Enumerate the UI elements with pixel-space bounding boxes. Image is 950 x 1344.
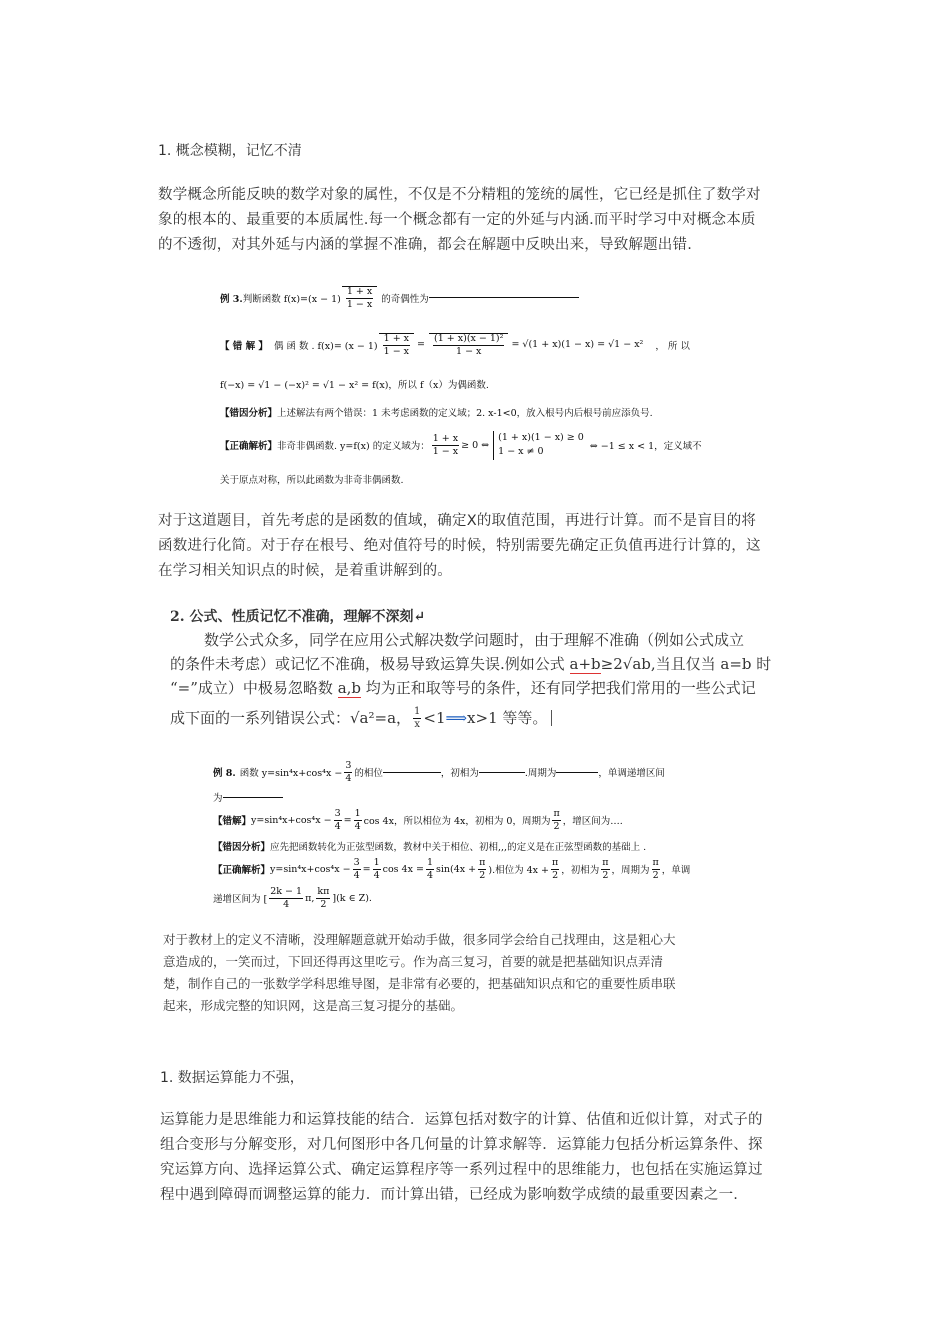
wrong-tail: ， 所 以 bbox=[655, 340, 690, 352]
example-text: 为 bbox=[213, 793, 223, 804]
paragraph-line: 函数进行化简。对于存在根号、绝对值符号的时候，特别需要先确定正负值再进行计算的，这 bbox=[158, 538, 761, 554]
frac-numerator: 1 bbox=[373, 857, 380, 868]
frac-denominator: 4 bbox=[426, 869, 433, 881]
example-text: .周期为 bbox=[524, 768, 557, 779]
frac-denominator: 4 bbox=[354, 820, 361, 832]
case-brace bbox=[493, 431, 584, 460]
frac-numerator: π bbox=[652, 857, 659, 868]
text-cursor bbox=[551, 710, 552, 726]
correct-text: cos 4x = bbox=[382, 863, 424, 875]
sqrt-expression bbox=[379, 333, 414, 356]
section1b-paragraph bbox=[158, 509, 808, 584]
frac-numerator: π bbox=[552, 857, 559, 868]
correct-ge: ≥ 0 ⇔ bbox=[461, 439, 490, 451]
paragraph-line: 运算能力是思维能力和运算技能的结合．运算包括对数字的计算、估值和近似计算，对式子的 bbox=[160, 1112, 763, 1128]
text-run: ](k ∈ Z). bbox=[332, 892, 372, 904]
text-run: ≥2√ab,当且仅当 a=b 时 bbox=[600, 655, 772, 673]
frac-denominator: 4 bbox=[353, 869, 360, 881]
section1-paragraph bbox=[158, 183, 808, 258]
frac-denominator: 2 bbox=[553, 820, 560, 832]
section2-line: 数学公式众多，同学在应用公式解决数学问题时，由于理解不准确（例如公式成立 bbox=[204, 631, 745, 649]
text-run: 递增区间为 [ bbox=[213, 894, 268, 905]
wrong-end: ，增区间为…. bbox=[562, 816, 623, 827]
section2-heading: 2. 公式、性质记忆不准确，理解不深刻↵ bbox=[170, 609, 426, 625]
frac-numerator: 1 bbox=[414, 705, 421, 717]
example3-wrong bbox=[220, 333, 690, 356]
frac-denominator: 2 bbox=[652, 869, 659, 881]
frac-numerator: (1 + x)(x − 1)² bbox=[434, 333, 504, 344]
example-text: 函数 y=sin⁴x+cos⁴x − bbox=[239, 768, 343, 779]
wrong-tail: cos 4x，所以相位为 4x，初相为 0，周期为 bbox=[363, 816, 551, 827]
section2-line bbox=[170, 706, 810, 730]
example8-wrong bbox=[213, 809, 623, 831]
answer-blank bbox=[383, 772, 441, 773]
example-label: 例 8. bbox=[213, 768, 236, 779]
correct-text: 非奇非偶函数. y=f(x) 的定义域为： bbox=[277, 441, 430, 453]
text-run: 均为正和取等号的条件，还有同学把我们常用的一些公式记 bbox=[361, 679, 756, 697]
example8-correct bbox=[213, 858, 690, 880]
example3-correct-line2: 关于原点对称，所以此函数为非奇非偶函数. bbox=[220, 475, 404, 486]
frac-numerator: 1 + x bbox=[383, 333, 410, 344]
section3-heading: 1. 数据运算能力不强， bbox=[160, 1070, 304, 1086]
text-run: a,b bbox=[337, 679, 362, 697]
example3-line2: f(−x) = √1 − (−x)² = √1 − x² = f(x)，所以 f（x）为偶函数. bbox=[220, 380, 489, 391]
correct-text: ).相位为 4x + bbox=[488, 865, 550, 876]
frac-denominator: 1 − x bbox=[456, 345, 482, 357]
frac-numerator: kπ bbox=[317, 886, 330, 897]
section2-block bbox=[170, 606, 810, 730]
example-label: 例 3. bbox=[220, 293, 243, 305]
example-text: 的奇偶性为 bbox=[381, 293, 429, 305]
sqrt-expression bbox=[342, 286, 377, 309]
paragraph-line: 对于教材上的定义不清晰，没理解题意就开始动手做，很多同学会给自己找理由，这是粗心大 bbox=[163, 932, 676, 947]
sqrt-expression bbox=[429, 333, 508, 356]
correct-text: y=sin⁴x+cos⁴x − bbox=[270, 863, 351, 875]
frac-denominator: 4 bbox=[334, 820, 341, 832]
text-run: “=”成立）中极易忽略数 bbox=[170, 679, 338, 697]
answer-blank bbox=[223, 797, 283, 798]
example8-correct-line2 bbox=[213, 887, 372, 909]
correct-label: 【正确解析】 bbox=[220, 441, 278, 453]
paragraph-line: 的不透彻，对其外延与内涵的掌握不准确，都会在解题中反映出来，导致解题出错. bbox=[158, 237, 693, 253]
frac-denominator: 2 bbox=[552, 869, 559, 881]
example-text: 的相位 bbox=[354, 768, 383, 779]
frac-denominator: 2 bbox=[320, 898, 327, 910]
frac-denominator: 2 bbox=[479, 869, 486, 881]
cause-text: 应先把函数转化为正弦型函数，教材中关于相位、初相,,,的定义是在正弦型函数的基础上 . bbox=[270, 842, 647, 853]
paragraph-line: 组合变形与分解变形，对几何图形中各几何量的计算求解等．运算能力包括分析运算条件、探 bbox=[160, 1137, 763, 1153]
text-run: <1 bbox=[423, 709, 446, 727]
frac-numerator: 1 bbox=[426, 857, 433, 868]
case-line: (1 + x)(1 − x) ≥ 0 bbox=[498, 432, 584, 443]
correct-text: ，周期为 bbox=[611, 865, 650, 876]
paragraph-line: 数学概念所能反映的数学对象的属性，不仅是不分精粗的笼统的属性，它已经是抓住了数学对 bbox=[158, 187, 761, 203]
equals-sign: = bbox=[417, 339, 425, 350]
equals-sign: = bbox=[343, 814, 352, 826]
example3-correct bbox=[220, 431, 702, 460]
frac-numerator: 1 + x bbox=[432, 433, 459, 445]
cause-label: 【错因分析】 bbox=[220, 408, 278, 419]
frac-denominator: 4 bbox=[373, 869, 380, 881]
frac-denominator: x bbox=[414, 718, 421, 730]
paragraph-line: 究运算方向、选择运算公式、确定运算程序等一系列过程中的思维能力，也包括在实施运算过 bbox=[160, 1162, 763, 1178]
paragraph-line: 起来，形成完整的知识网，这是高三复习提分的基础。 bbox=[163, 998, 464, 1013]
frac-denominator: 4 bbox=[283, 898, 290, 910]
paragraph-line: 楚，制作自己的一张数学学科思维导图，是非常有必要的，把基础知识点和它的重要性质串联 bbox=[163, 976, 676, 991]
example3-cause bbox=[220, 405, 653, 419]
cause-text: 上述解法有两个错误：1 未考虑函数的定义域；2. x-1<0，放入根号内后根号前应添负号. bbox=[277, 408, 653, 419]
frac-denominator: 4 bbox=[345, 772, 352, 784]
section1-heading: 1. 概念模糊，记忆不清 bbox=[158, 143, 302, 159]
equals-sign: = bbox=[362, 863, 371, 875]
answer-blank bbox=[556, 772, 598, 773]
frac-denominator: 1 − x bbox=[346, 298, 373, 310]
example-text: ，初相为 bbox=[440, 768, 479, 779]
frac-denominator: 1 − x bbox=[432, 445, 459, 457]
correct-text: ，单调 bbox=[661, 865, 691, 876]
wrong-label: 【错解】 bbox=[213, 816, 252, 827]
example8-question-line2 bbox=[213, 790, 283, 804]
text-run: a+b bbox=[569, 655, 601, 673]
frac-numerator: 1 bbox=[354, 808, 361, 819]
frac-numerator: 1 + x bbox=[346, 286, 373, 297]
frac-numerator: 2k − 1 bbox=[270, 886, 303, 897]
paragraph-line: 程中遇到障碍而调整运算的能力．而计算出错，已经成为影响数学成绩的最重要因素之一. bbox=[160, 1187, 739, 1203]
frac-numerator: 3 bbox=[334, 808, 341, 819]
section2b-paragraph bbox=[163, 929, 763, 1017]
correct-tail: ⇔ −1 ≤ x < 1，定义域不 bbox=[589, 441, 702, 453]
example-text: ，单调递增区间 bbox=[598, 768, 665, 779]
section2-line bbox=[170, 652, 810, 676]
paragraph-line: 在学习相关知识点的时候，是着重讲解到的。 bbox=[158, 563, 452, 579]
wrong-text: y=sin⁴x+cos⁴x − bbox=[251, 814, 332, 826]
correct-label: 【正确解析】 bbox=[213, 865, 271, 876]
cause-label: 【错因分析】 bbox=[213, 842, 271, 853]
text-run: x>1 等等。 bbox=[467, 709, 548, 727]
paragraph-line: 象的根本的、最重要的本质属性.每一个概念都有一定的外延与内涵.而平时学习中对概念本质 bbox=[158, 212, 756, 228]
text-run: 的条件未考虑）或记忆不准确，极易导致运算失误.例如公式 bbox=[170, 655, 570, 673]
wrong-expression: = √(1 + x)(1 − x) = √1 − x² bbox=[511, 339, 644, 350]
section2-line bbox=[170, 676, 810, 700]
frac-numerator: π bbox=[602, 857, 609, 868]
frac-denominator: 2 bbox=[602, 869, 609, 881]
frac-numerator: π bbox=[479, 857, 486, 868]
text-run: 成下面的一系列错误公式：√a²=a， bbox=[170, 709, 412, 727]
wrong-text: 偶 函 数 . f(x)= (x − 1) bbox=[273, 340, 378, 352]
frac-denominator: 1 − x bbox=[383, 345, 410, 357]
example8-question bbox=[213, 761, 665, 783]
paragraph-line: 对于这道题目，首先考虑的是函数的值域，确定X的取值范围，再进行计算。而不是盲目的将 bbox=[158, 513, 757, 529]
answer-blank bbox=[429, 297, 579, 298]
arrow-icon: ⟹ bbox=[445, 709, 468, 727]
example8-cause bbox=[213, 839, 646, 853]
frac-numerator: 3 bbox=[353, 857, 360, 868]
wrong-label: 【 错 解 】 bbox=[220, 340, 268, 352]
correct-text: sin(4x + bbox=[436, 863, 477, 875]
frac-numerator: 3 bbox=[345, 760, 352, 771]
frac-numerator: π bbox=[553, 808, 560, 819]
text-run: π, bbox=[305, 892, 315, 904]
correct-text: ，初相为 bbox=[561, 865, 600, 876]
case-line: 1 − x ≠ 0 bbox=[498, 446, 544, 458]
answer-blank bbox=[479, 772, 525, 773]
example3-question bbox=[220, 286, 579, 309]
example-text: 判断函数 f(x)=(x − 1) bbox=[242, 293, 341, 305]
section3-paragraph bbox=[160, 1108, 810, 1208]
paragraph-line: 意造成的，一笑而过，下回还得再这里吃亏。作为高三复习，首要的就是把基础知识点弄清 bbox=[163, 954, 664, 969]
